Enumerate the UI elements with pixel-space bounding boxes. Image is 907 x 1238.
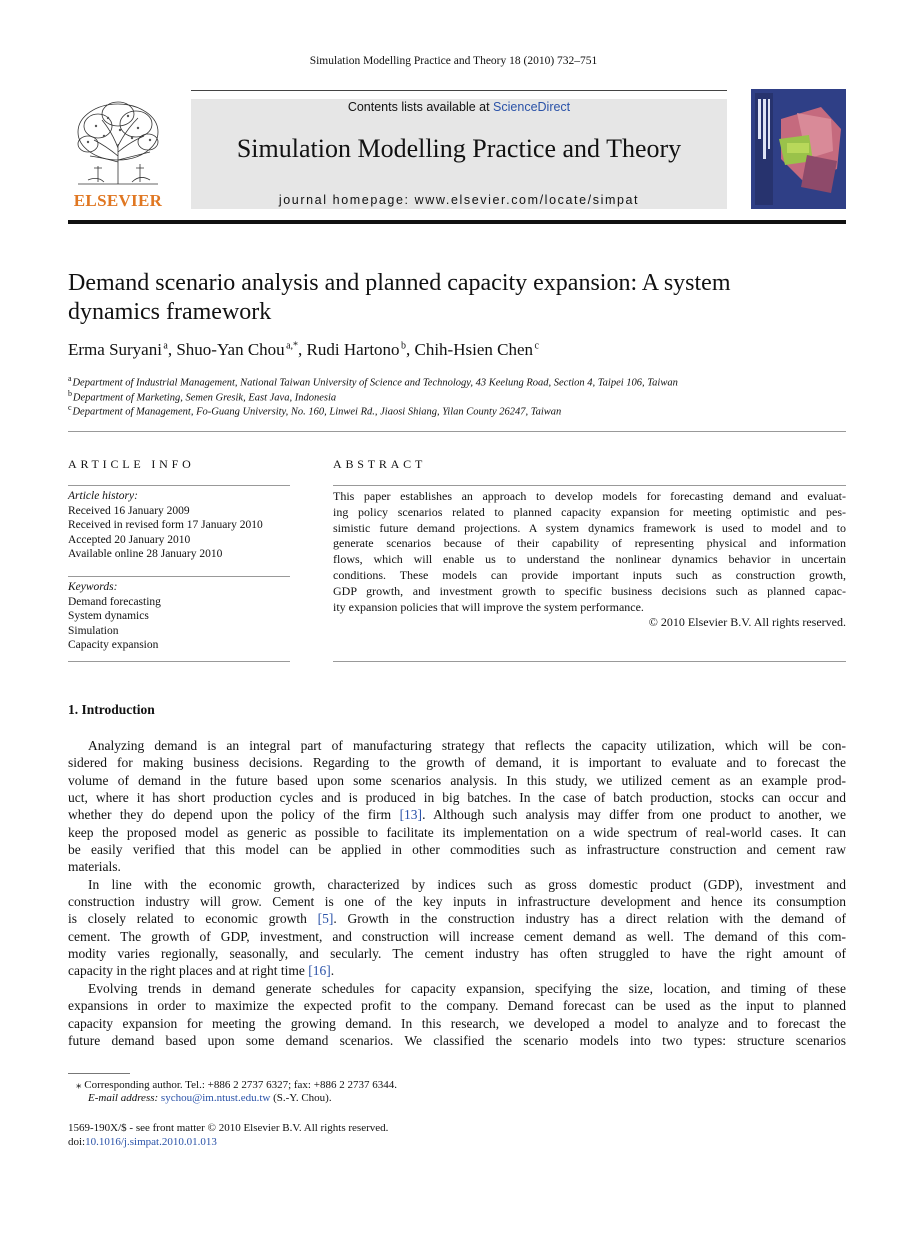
intro-line: uct, where it has short production cycles and is produced in big batches. In the case of batch production, stocks can occur and [68,790,846,806]
keyword-item: System dynamics [68,610,149,622]
article-title-line: dynamics framework [68,299,272,325]
intro-line: expansions in order to maximize the expected profit to the company. Demand forecast can be used as the input to planned [68,998,846,1014]
intro-line: be easily verified that this model can be applied in other commodities such as infrastructure construction and cement raw [68,842,846,858]
affiliation-marker: c [68,403,72,412]
keywords-label: Keywords: [68,581,118,593]
intro-line: capacity expansion for meeting the growing demand. In this research, we developed a model to analyze and to forecast the [68,1015,846,1031]
intro-line: volume of demand in the future based upon some scenarios analysis. In this study, we utilized cement as an example prod- [68,772,846,788]
author-name[interactable]: Shuo-Yan Chou [176,340,285,359]
intro-body [68,737,846,1049]
affiliation-text: Department of Management, Fo-Guang University, No. 160, Linwei Rd., Jiaosi Shiang, Yilan County 26247, Taiwan [72,406,562,418]
intro-line: cement. The growth of GDP, investment, and construction will increase cement demand as well. The demand of this com- [68,928,846,944]
author-affil-marker[interactable]: b [400,340,406,352]
author-name[interactable]: Rudi Hartono [306,340,400,359]
tree-icon [68,96,168,188]
intro-line: materials. [68,859,121,875]
doi-link[interactable]: 10.1016/j.simpat.2010.01.013 [85,1136,217,1148]
author-affil-marker[interactable]: a [163,340,168,352]
abstract-label: ABSTRACT [333,457,427,471]
history-item: Accepted 20 January 2010 [68,533,191,546]
affiliation-a [68,374,846,389]
abstract-line: generate scenarios because of their capability of representing physical and information [333,536,846,551]
intro-line: is closely related to economic growth [5]. Growth in the construction industry has a direct relation with the demand of [68,911,846,927]
header-thick-rule [68,220,846,224]
abstract-line: This paper establishes an approach to develop models for forecasting demand and evaluat- [333,489,846,503]
journal-homepage[interactable]: journal homepage: www.elsevier.com/locate/simpat [278,193,640,207]
contents-prefix: Contents lists available at [347,100,494,114]
article-title [68,269,846,327]
intro-line: whether they do depend upon the policy of the firm [13]. Although such analysis may differ from one product to another, we [68,807,846,823]
citation-link[interactable]: [16] [308,963,331,979]
keywords [68,580,290,653]
affiliation-b [68,389,846,404]
article-info-label: ARTICLE INFO [68,457,195,471]
email-label: E-mail address: [88,1092,159,1104]
article-info-rule [68,661,290,662]
issn-line: 1569-190X/$ - see front matter © 2010 Elsevier B.V. All rights reserved. [68,1122,389,1134]
section-divider [68,431,846,432]
history-label: Article history: [68,490,138,502]
history-item: Available online 28 January 2010 [68,548,223,560]
author-separator: , [167,340,177,359]
abstract-body [333,489,846,631]
journal-cover-image [751,89,846,209]
abstract-rule [333,661,846,662]
keyword-item: Demand forecasting [68,595,161,608]
running-head: Simulation Modelling Practice and Theory 18 (2010) 732–751 [309,55,598,67]
keyword-item: Capacity expansion [68,639,159,651]
email-note [88,1092,846,1104]
elsevier-wordmark: ELSEVIER [73,191,163,210]
affiliation-text: Department of Marketing, Semen Gresik, East Java, Indonesia [72,392,337,404]
affiliation-marker: b [68,389,72,398]
intro-line: construction industry will grow. Cement is one of the key inputs in infrastructure development and hence its consumption [68,894,846,910]
abstract-line: ity expansion policies that will improve the system performance. [333,599,644,614]
journal-title: Simulation Modelling Practice and Theory [236,134,682,163]
intro-line: future demand based upon some demand scenarios. We classified the scenario models into two types: structure scenarios [68,1032,846,1048]
sciencedirect-link[interactable]: ScienceDirect [493,100,571,114]
author-list [68,340,846,360]
intro-line: modity varies regionally, seasonally, and secularly. The cement industry has often struggled to have the right amount of [68,946,846,962]
author-separator: , [298,340,307,359]
author-separator: , [405,340,415,359]
history-item: Received 16 January 2009 [68,504,190,517]
banner-top-rule [191,90,727,91]
contents-line [191,100,727,114]
email-link[interactable]: sychou@im.ntust.edu.tw [160,1092,271,1104]
abstract-copyright: © 2010 Elsevier B.V. All rights reserved. [648,615,846,630]
intro-line: keep the proposed model as generic as possible to facilitate its implementation on a wide spectrum of real-world cases. It can [68,824,846,840]
corresponding-author-note: ⁎ Corresponding author. Tel.: +886 2 2737 6327; fax: +886 2 2737 6344. [76,1079,397,1091]
abstract-rule [333,485,846,486]
citation-link[interactable]: [13] [399,807,423,823]
article-title-line: Demand scenario analysis and planned capacity expansion: A system [68,270,731,296]
author-affil-marker[interactable]: a,* [286,340,299,352]
article-info-rule [68,576,290,577]
affiliation-marker: a [68,374,72,383]
intro-line: sidered for making business decisions. Regarding to the growth of demand, it is important to evaluate and to forecast the [68,755,846,771]
affiliation-text: Department of Industrial Management, National Taiwan University of Science and Technology, 43 Keelung Road, Section 4, Taipei 106, Taiwan [72,377,678,389]
abstract-line: simistic future demand projections. A system dynamics framework is used to model and to [333,520,846,535]
abstract-line: GDP growth, and investment growth to specific business decisions such as planned capac- [333,583,846,598]
intro-line: In line with the economic growth, characterized by indices such as gross domestic product (GDP), investment and [88,876,846,892]
history-item: Received in revised form 17 January 2010 [68,519,263,531]
article-history [68,489,290,562]
intro-line: Analyzing demand is an integral part of manufacturing strategy that reflects the capacity utilization, which will be con- [88,738,846,753]
intro-line: Evolving trends in demand generate schedules for capacity expansion, specifying the size, location, and timing of these [88,980,846,996]
citation-link[interactable]: [5] [317,911,334,927]
intro-line: capacity in the right places and at right time [16]. [68,963,335,979]
email-suffix: (S.-Y. Chou). [270,1092,332,1104]
abstract-line: ing policy scenarios related to planned capacity expansion for meeting optimistic and pes- [333,504,846,519]
article-info-rule [68,485,290,486]
abstract-line: flows, which will enable us to understand the nonlinear dynamics behavior in uncertain [333,552,846,567]
section-heading: 1. Introduction [68,702,155,717]
doi-line [68,1136,846,1148]
author-name[interactable]: Erma Suryani [68,340,162,359]
keyword-item: Simulation [68,624,119,637]
abstract-line: conditions. These models can provide important inputs such as construction growth, [333,567,846,582]
affiliation-c [68,403,846,418]
author-affil-marker[interactable]: c [534,340,539,352]
doi-label: doi: [68,1136,86,1148]
footnote-rule [68,1073,130,1074]
author-name[interactable]: Chih-Hsien Chen [414,340,534,359]
